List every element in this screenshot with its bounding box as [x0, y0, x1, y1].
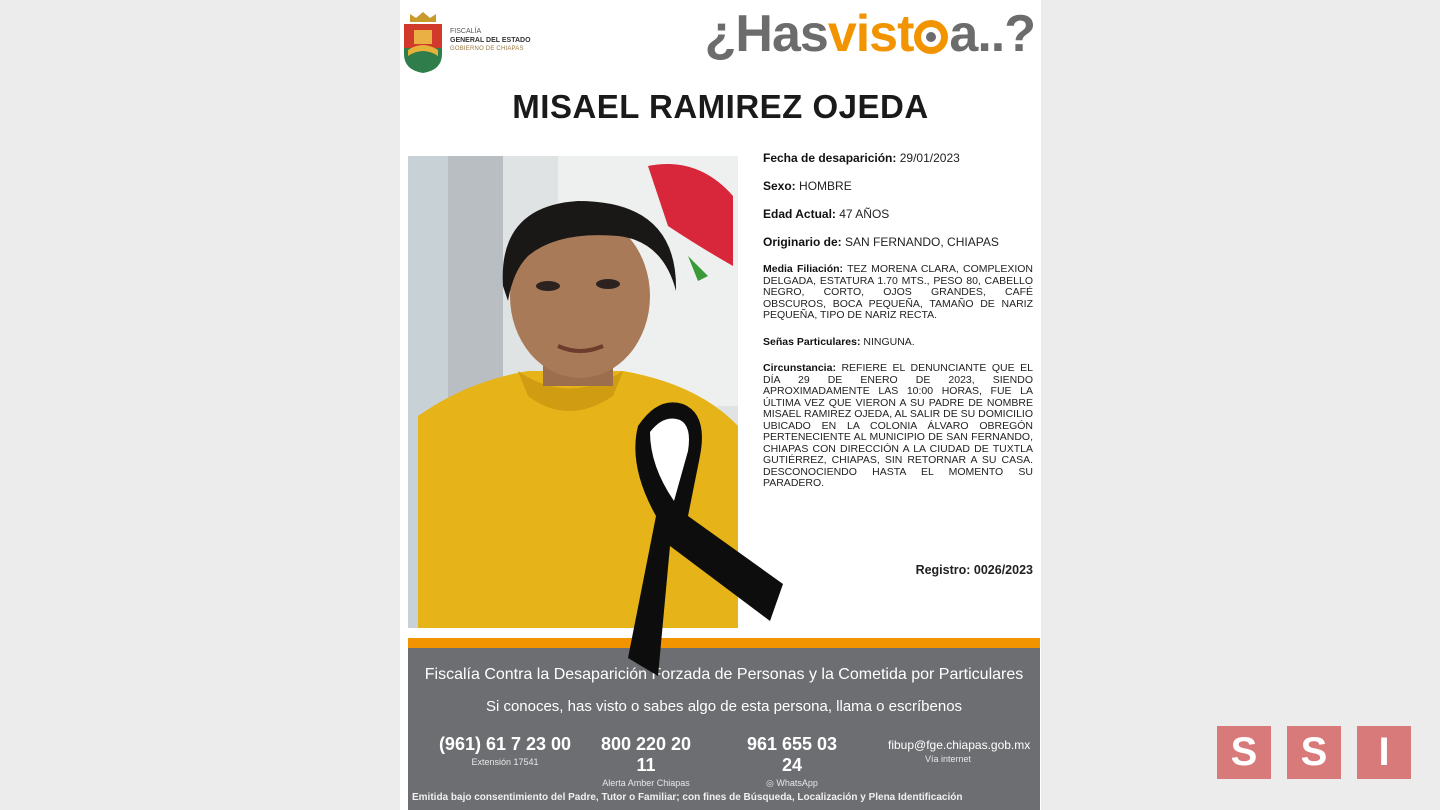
- edad-label: Edad Actual:: [763, 207, 836, 221]
- senas-label: Señas Particulares:: [763, 335, 861, 348]
- edad-value: 47 AÑOS: [839, 207, 890, 221]
- sexo-row: [763, 180, 1033, 193]
- filiacion-label: Media Filiación:: [763, 263, 844, 275]
- contact-sub: Vía internet: [924, 754, 972, 764]
- contact-sub: Extensión 17541: [471, 757, 539, 767]
- has-visto-logo: [705, 4, 1035, 64]
- origen-row: [763, 236, 1033, 249]
- ssi-logo-letter-3: I: [1357, 726, 1411, 779]
- contact-number: 800 220 20 11: [600, 734, 692, 775]
- footer-agency: Fiscalía Contra la Desaparición Forzada de Personas y la Cometida por Particulares: [424, 666, 1024, 683]
- disclaimer: Emitida bajo consentimiento del Padre, Tutor o Familiar; con fines de Búsqueda, Localización y Plena Identificación: [412, 792, 963, 803]
- contact-email: [888, 734, 1031, 764]
- contact-email-address: fibup@fge.chiapas.gob.mx: [888, 738, 1031, 752]
- edad-row: [763, 208, 1033, 221]
- contact-sub: Alerta Amber Chiapas: [602, 778, 690, 788]
- eye-icon: [914, 20, 948, 54]
- ssi-logo-letter-2: S: [1287, 726, 1341, 779]
- senas-value: NINGUNA.: [863, 335, 915, 348]
- circunstancia-label: Circunstancia:: [763, 362, 836, 374]
- contact-phone-fiscalia: [432, 734, 578, 767]
- agency-line-3: GOBIERNO DE CHIAPAS: [450, 46, 524, 52]
- brand-text-3: a..?: [949, 5, 1035, 63]
- sexo-label: Sexo:: [763, 179, 796, 193]
- contact-number: 961 655 03 24: [746, 734, 838, 775]
- registro-number: Registro: 0026/2023: [915, 563, 1033, 577]
- sexo-value: HOMBRE: [799, 179, 852, 193]
- agency-line-2: GENERAL DEL ESTADO: [450, 37, 531, 44]
- state-seal-icon: [402, 10, 444, 74]
- circunstancia-value: REFIERE EL DENUNCIANTE QUE EL DÍA 29 DE ENERO DE 2023, SIENDO APROXIMADAMENTE LAS 10:00 HORAS, FUE LA ÚLTIMA VEZ QUE VIERON A SU PADRE DE NOMBRE MISAEL RAMIREZ OJEDA, AL SALIR DE SU DOMICILIO UBICADO EN LA COLONIA ÁLVARO OBREGÓN PERTENECIENTE AL MUNICIPIO DE SAN FERNANDO, CHIAPAS CON DIRECCIÓN A LA CIUDAD DE TUXTLA GUTIÉRREZ, CHIAPAS, SIN RETORNAR A SU CASA. DESCONOCIENDO HASTA EL MOMENTO SU PARADERO.: [763, 362, 1033, 489]
- fecha-value: 29/01/2023: [899, 151, 960, 165]
- footer-call-to-action: Si conoces, has visto o sabes algo de esta persona, llama o escríbenos: [485, 698, 963, 715]
- brand-text-1: ¿Has: [704, 5, 828, 63]
- person-details: [763, 152, 1033, 505]
- contact-phone-amber: [596, 734, 696, 788]
- whatsapp-label: WhatsApp: [776, 778, 818, 788]
- person-name: MISAEL RAMIREZ OJEDA: [512, 88, 929, 125]
- filiacion-value: TEZ MORENA CLARA, COMPLEXION DELGADA, ESTATURA 1.70 MTS., PESO 80, CABELLO NEGRO, CORTO, OJOS GRANDES, CAFÉ OBSCUROS, BOCA PEQUEÑA, TAMAÑO DE NARIZ PEQUEÑA, TIPO DE NARIZ RECTA.: [763, 263, 1033, 321]
- brand-text-2: vist: [827, 5, 914, 63]
- fecha-row: [763, 152, 1033, 165]
- origen-label: Originario de:: [763, 235, 842, 249]
- contact-whatsapp: [738, 734, 846, 789]
- agency-line-1: FISCALÍA: [450, 28, 482, 35]
- senas-row: [763, 337, 1033, 349]
- contact-sub-whatsapp: [738, 778, 846, 789]
- fecha-label: Fecha de desaparición:: [763, 151, 897, 165]
- mourning-ribbon-icon: [608, 396, 793, 676]
- contact-number: (961) 61 7 23 00: [438, 734, 572, 754]
- circunstancia-row: [763, 363, 1033, 490]
- missing-person-poster: [400, 0, 1041, 810]
- filiacion-row: [763, 264, 1033, 322]
- ssi-logo-letter-1: S: [1217, 726, 1271, 779]
- whatsapp-icon: ◎: [766, 778, 774, 788]
- agency-name: [450, 27, 531, 54]
- origen-value: SAN FERNANDO, CHIAPAS: [845, 235, 999, 249]
